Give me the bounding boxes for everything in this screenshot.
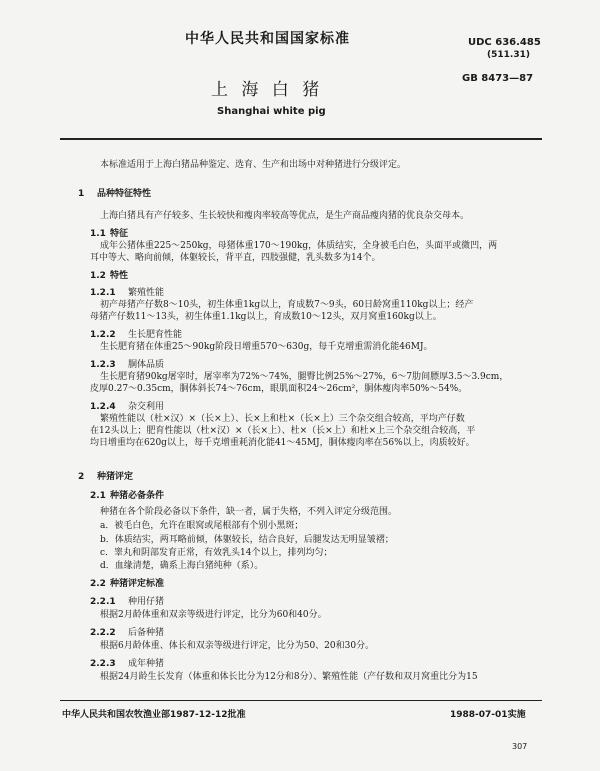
section-number: 2.1 <box>90 491 106 501</box>
paragraph-line: 生长肥育猪在体重25～90kg阶段日增重570～630g，每千克增重需消化能46MJ。 <box>100 342 433 352</box>
document-title-en: Shanghai white pig <box>217 106 326 117</box>
section-heading: 杂交利用 <box>128 402 165 412</box>
section-heading: 胴体品质 <box>128 360 165 370</box>
paragraph-line: d．血缘清楚，确系上海白猪纯种（系）。 <box>100 561 264 571</box>
header-divider <box>60 138 542 140</box>
section-heading: 特性 <box>110 271 129 281</box>
section-number: 1.2 <box>90 271 106 281</box>
approval-text: 中华人民共和国农牧渔业部1987-12-12批准 <box>62 710 246 720</box>
section-heading: 种用仔猪 <box>128 597 165 607</box>
section-number: 2.2.3 <box>90 659 116 669</box>
paragraph-line: b．体质结实，两耳略前倾，体躯较长，结合良好，后腿发达无明显皱褶； <box>100 535 394 545</box>
section-heading: 种猪评定 <box>97 472 134 482</box>
section-heading: 成年种猪 <box>128 659 165 669</box>
paragraph-line: 根据2月龄体重和双亲等级进行评定，比分为60和40分。 <box>100 610 327 620</box>
gb-code: GB 8473—87 <box>462 73 534 84</box>
footer-divider <box>60 700 542 701</box>
section-number: 1.2.3 <box>90 360 116 370</box>
section-heading: 特征 <box>110 229 129 239</box>
section-number: 2.2.1 <box>90 597 116 607</box>
section-number: 1 <box>78 189 85 199</box>
paragraph-continuation: 皮厚0.27～0.35cm，胴体斜长74～76cm，眼肌面积24～26cm²，胴体瘦肉率50%～54%。 <box>90 384 468 394</box>
paragraph-line: 上海白猪具有产仔较多、生长较快和瘦肉率较高等优点，是生产商品瘦肉猪的优良杂交母本。 <box>100 211 470 221</box>
section-heading: 品种特征特性 <box>97 189 152 199</box>
section-number: 2.2.2 <box>90 628 116 638</box>
section-heading: 后备种猪 <box>128 628 165 638</box>
paragraph-line: 成年公猪体重225～250kg，母猪体重170～190kg，体质结实，全身被毛白色，头面平或微凹，两 <box>100 241 498 251</box>
document-title-cn: 上 海 白 猪 <box>211 80 324 100</box>
paragraph-continuation: 均日增重均在620g以上，每千克增重耗消化能41～45MJ，胴体瘦肉率在56%以上，肉质较好。 <box>90 438 475 448</box>
section-heading: 繁殖性能 <box>128 288 165 298</box>
section-number: 1.2.1 <box>90 288 116 298</box>
paragraph-line: a．被毛白色，允许在眼窝或尾根部有个别小黑斑； <box>100 521 304 531</box>
paragraph-line: 繁殖性能以（杜×汉）×（长×上）、长×上和杜×（长×上）三个杂交组合较高，平均产仔数 <box>100 414 465 424</box>
paragraph-line: 初产母猪产仔数8～10头，初生体重1kg以上，育成数7～9头，60日龄窝重110kg以上；经产 <box>100 300 474 310</box>
paragraph-continuation: 在12头以上；肥育性能以（杜×汉）×（长×上）、杜×（长×上）和杜×上三个杂交组合较高，平 <box>90 426 476 436</box>
paragraph-continuation: 耳中等大、略向前倾，体躯较长，背平直，四肢强健，乳头数多为14个。 <box>90 253 381 263</box>
paragraph-line: 种猪在各个阶段必备以下条件，缺一者，属于失格，不列入评定分级范围。 <box>100 507 398 517</box>
section-heading: 生长肥育性能 <box>128 330 183 340</box>
udc-code: UDC 636.485 <box>468 37 541 48</box>
page-number: 307 <box>512 742 528 751</box>
section-number: 2.2 <box>90 579 106 589</box>
paragraph-line: 根据6月龄体重、体长和双亲等级进行评定，比分为50、20和30分。 <box>100 641 375 651</box>
paragraph-line: 根据24月龄生长发育（体重和体长比分为12分和8分）、繁殖性能（产仔数和双月窝重比分为15 <box>100 672 478 682</box>
section-number: 1.2.4 <box>90 402 116 412</box>
paragraph-line: c．睾丸和阴部发育正常，有效乳头14个以上，排列均匀； <box>100 548 333 558</box>
paragraph-continuation: 母猪产仔数11～13头，初生体重1.1kg以上，育成数10～12头，双月窝重160kg以上。 <box>90 312 442 322</box>
section-number: 1.2.2 <box>90 330 116 340</box>
section-number: 2 <box>78 472 85 482</box>
udc-subcode: (511.31) <box>487 50 530 60</box>
section-heading: 种猪评定标准 <box>110 579 165 589</box>
paragraph-line: 生长肥育猪90kg屠宰时，屠宰率为72%～74%，腿臀比例25%～27%，6～7肋间膘厚3.5～3.9cm， <box>100 372 509 382</box>
section-heading: 种猪必备条件 <box>110 491 165 501</box>
section-number: 1.1 <box>90 229 106 239</box>
implementation-date: 1988-07-01实施 <box>450 710 526 720</box>
intro-paragraph: 本标准适用于上海白猪品种鉴定、选育、生产和出场中对种猪进行分级评定。 <box>100 160 407 170</box>
standard-title: 中华人民共和国国家标准 <box>185 31 350 47</box>
